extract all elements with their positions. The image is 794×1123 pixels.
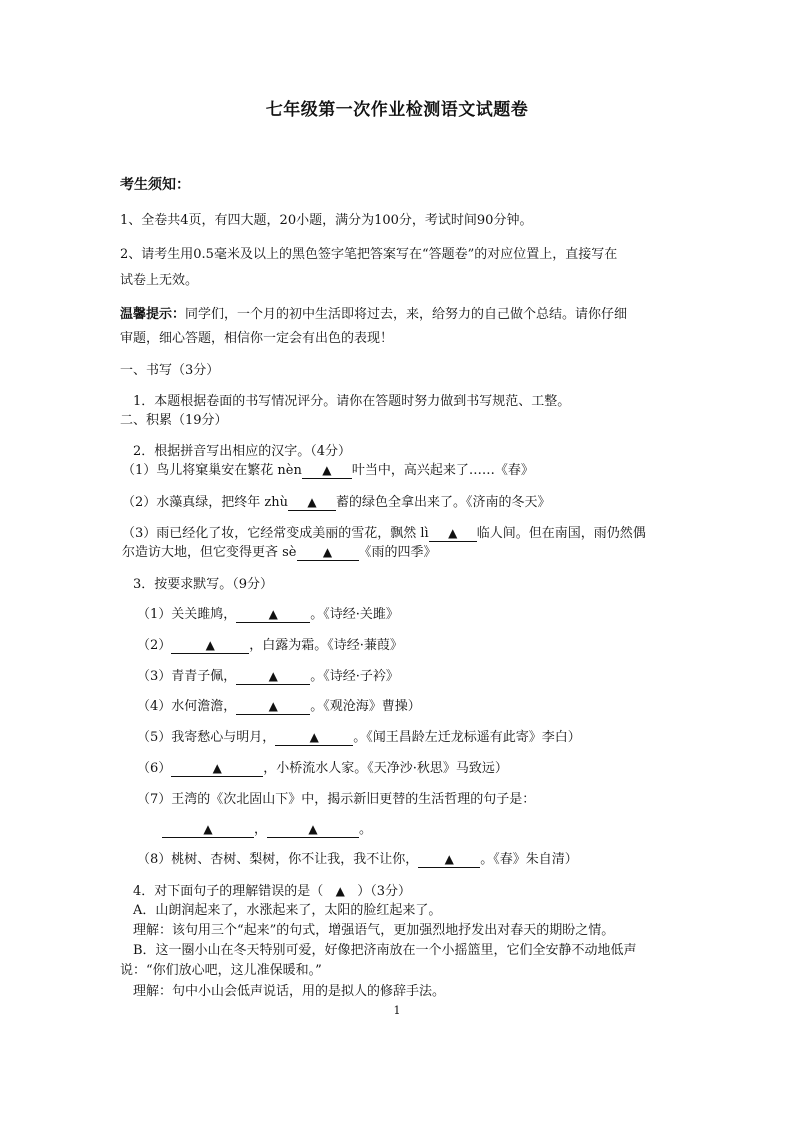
question-3-item-8: （8）桃树、杏树、梨树，你不让我，我不让你， ▲ 。《春》朱自清） [137,852,578,867]
question-3-item-2: （2） ▲ ，白露为霜。《诗经·蒹葭》 [137,638,403,653]
question-2-item-3-line-1: （3）雨已经化了妆，它经常变成美丽的雪花，飘然 lì ▲ 临人间。但在南国，雨仍然偶 [122,526,646,541]
section-2-heading: 二、积累（19分） [120,413,228,428]
question-3-item-3: （3）青青子佩， ▲ 。《诗经·子衿》 [137,669,399,684]
question-2-item-3-line-2: 尔造访大地，但它变得更吝 sè ▲ 《雨的四季》 [122,545,437,560]
question-1: 1．本题根据卷面的书写情况评分。请你在答题时努力做到书写规范、工整。 [133,394,571,409]
question-4-option-b-line-1: B．这一圈小山在冬天特别可爱，好像把济南放在一个小摇篮里，它们全安静不动地低声 [133,943,637,958]
question-3-item-7: （7）王湾的《次北固山下》中，揭示新旧更替的生活哲理的句子是： [137,792,536,807]
answer-blank: ▲ [418,852,480,868]
answer-blank: ▲ [236,699,310,715]
answer-blank: ▲ [236,607,310,623]
question-2-item-2: （2）水藻真绿，把终年 zhù ▲ 蓄的绿色全拿出来了。《济南的冬天》 [122,495,551,510]
notice-item-1: 1、全卷共4页，有四大题，20小题，满分为100分，考试时间90分钟。 [120,213,533,228]
question-3-item-6: （6） ▲ ，小桥流水人家。《天净沙·秋思》马致远） [137,761,508,776]
notice-heading: 考生须知： [120,177,190,193]
answer-blank: ▲ [171,761,263,777]
question-3-item-1: （1）关关雎鸠， ▲ 。《诗经·关雎》 [137,607,399,622]
page-title: 七年级第一次作业检测语文试题卷 [265,100,529,120]
answer-blank: ▲ [297,545,359,561]
page-number: 1 [393,1004,401,1017]
notice-item-2-line-1: 2、请考生用0.5毫米及以上的黑色签字笔把答案写在“答题卷”的对应位置上，直接写在 [120,247,618,262]
question-4-option-a-explanation: 理解：该句用三个“起来”的句式，增强语气，更加强烈地抒发出对春天的期盼之情。 [133,923,615,938]
answer-blank: ▲ [288,495,336,511]
tip-line-2: 审题，细心答题，相信你一定会有出色的表现！ [120,331,394,346]
question-3-stem: 3．按要求默写。（9分） [133,577,274,592]
question-4-option-b-explanation: 理解：句中小山会低声说话，用的是拟人的修辞手法。 [133,984,446,999]
question-4-option-a: A．山朗润起来了，水涨起来了，太阳的脸红起来了。 [133,903,442,918]
answer-blank: ▲ [302,463,352,479]
question-3-item-7-blanks: ▲ ， ▲ 。 [162,821,372,839]
answer-blank: ▲ [429,526,477,542]
answer-blank: ▲ [171,638,249,654]
question-4-option-b-line-2: 说：“你们放心吧，这儿准保暖和。” [120,963,322,978]
answer-mark: ▲ [335,884,345,898]
question-3-item-4: （4）水何澹澹， ▲ 。《观沧海》曹操） [137,699,421,714]
question-4-stem: 4．对下面句子的理解错误的是（ ▲ ）（3分） [133,884,412,899]
tip-text-1: 同学们，一个月的初中生活即将过去，来，给努力的自己做个总结。请你仔细 [185,307,628,322]
notice-item-2-line-2: 试卷上无效。 [120,273,199,288]
tip-line-1 [120,306,627,324]
answer-blank: ▲ [275,730,353,746]
question-3-item-5: （5）我寄愁心与明月， ▲ 。《闻王昌龄左迁龙标遥有此寄》李白） [137,730,581,745]
section-1-heading: 一、书写（3分） [120,363,220,378]
tip-label: 温馨提示： [120,307,186,322]
question-2-stem: 2．根据拼音写出相应的汉字。（4分） [133,444,352,459]
answer-blank: ▲ [267,822,359,838]
answer-blank: ▲ [162,822,254,838]
answer-blank: ▲ [236,669,310,685]
question-2-item-1: （1）鸟儿将窠巢安在繁花 nèn ▲ 叶当中，高兴起来了……《春》 [122,463,534,478]
